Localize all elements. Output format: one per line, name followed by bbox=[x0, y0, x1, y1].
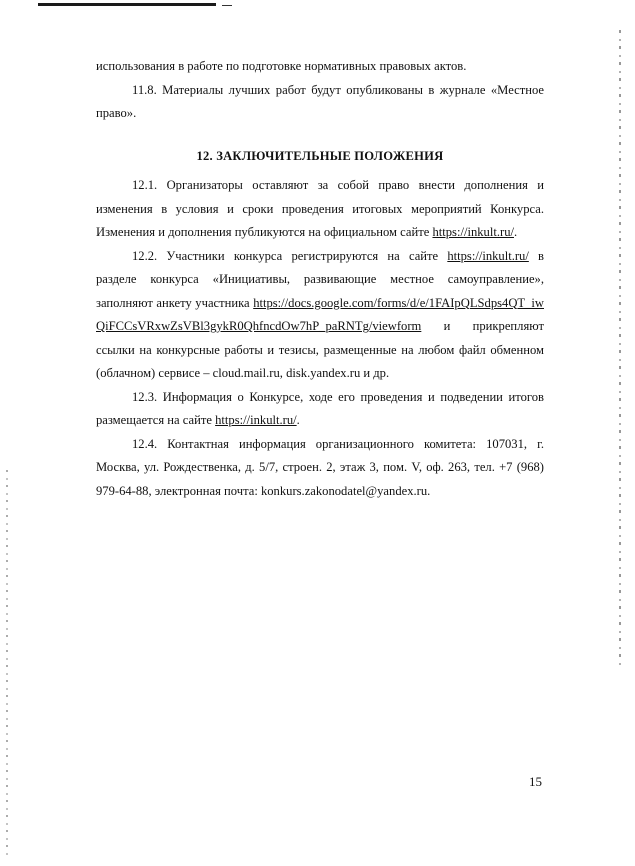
paragraph-12-3-end: . bbox=[296, 413, 300, 427]
page-number: 15 bbox=[529, 774, 542, 789]
document-body bbox=[96, 55, 544, 503]
paragraph-12-3 bbox=[96, 386, 544, 433]
paragraph-12-3-text: 12.3. Информация о Конкурсе, ходе его проведения и подведении итогов размещается на сайте bbox=[96, 389, 544, 427]
paragraph-12-4: 12.4. Контактная информация организационного комитета: 107031, г. Москва, ул. Рождественка, д. 5/7, строен. 2, этаж 3, пом. V, оф. 263, тел. +7 (968) 979-64-88, электронная почта: konkurs.zakonodatel@yandex.ru. bbox=[96, 436, 544, 498]
paragraph-12-1-text: 12.1. Организаторы оставляют за собой право внести дополнения и изменения в условия и сроки проведения итоговых мероприятий Конкурса. Изменения и дополнения публикуются на официальном сайте bbox=[96, 178, 544, 239]
paragraph-12-1-end: . bbox=[513, 225, 518, 239]
scan-edge-right bbox=[619, 30, 621, 670]
section-heading: 12. ЗАКЛЮЧИТЕЛЬНЫЕ ПОЛОЖЕНИЯ bbox=[196, 148, 444, 163]
paragraph-11-8: 11.8. Материалы лучших работ будут опубликованы в журнале «Местное право». bbox=[96, 82, 544, 120]
google-form-link[interactable]: https://docs.google.com/forms/d/e/1FAIpQLSdps4QT_iwQiFCCsVRxwZsVBl3gykR0QhfncdOw7hP_paRNTg/viewform bbox=[96, 295, 544, 333]
continuation-paragraph: использования в работе по подготовке нормативных правовых актов. bbox=[96, 59, 467, 73]
paragraph-12-1 bbox=[96, 174, 544, 245]
paragraph-12-2-text-b: в разделе конкурса «Инициативы, развивающие местное самоуправление», заполняют анкету участника bbox=[96, 248, 544, 310]
inkult-link-12-2[interactable]: https://inkult.ru/ bbox=[447, 248, 529, 263]
inkult-link-12-1[interactable]: https://inkult.ru/ bbox=[432, 225, 514, 239]
top-rule bbox=[38, 3, 216, 6]
paragraph-12-2-text-c: и прикрепляют ссылки на конкурсные работы и тезисы, размещенные на любом файл обменном (облачном) сервисе – cloud.mail.ru, disk.yandex.ru и др. bbox=[96, 319, 544, 380]
paragraph-12-2-text-a: 12.2. Участники конкурса регистрируются на сайте bbox=[132, 248, 448, 263]
scan-edge-left bbox=[6, 470, 8, 860]
top-rule-tail bbox=[222, 5, 232, 6]
paragraph-12-2 bbox=[96, 245, 544, 386]
inkult-link-12-3[interactable]: https://inkult.ru/ bbox=[215, 413, 297, 427]
